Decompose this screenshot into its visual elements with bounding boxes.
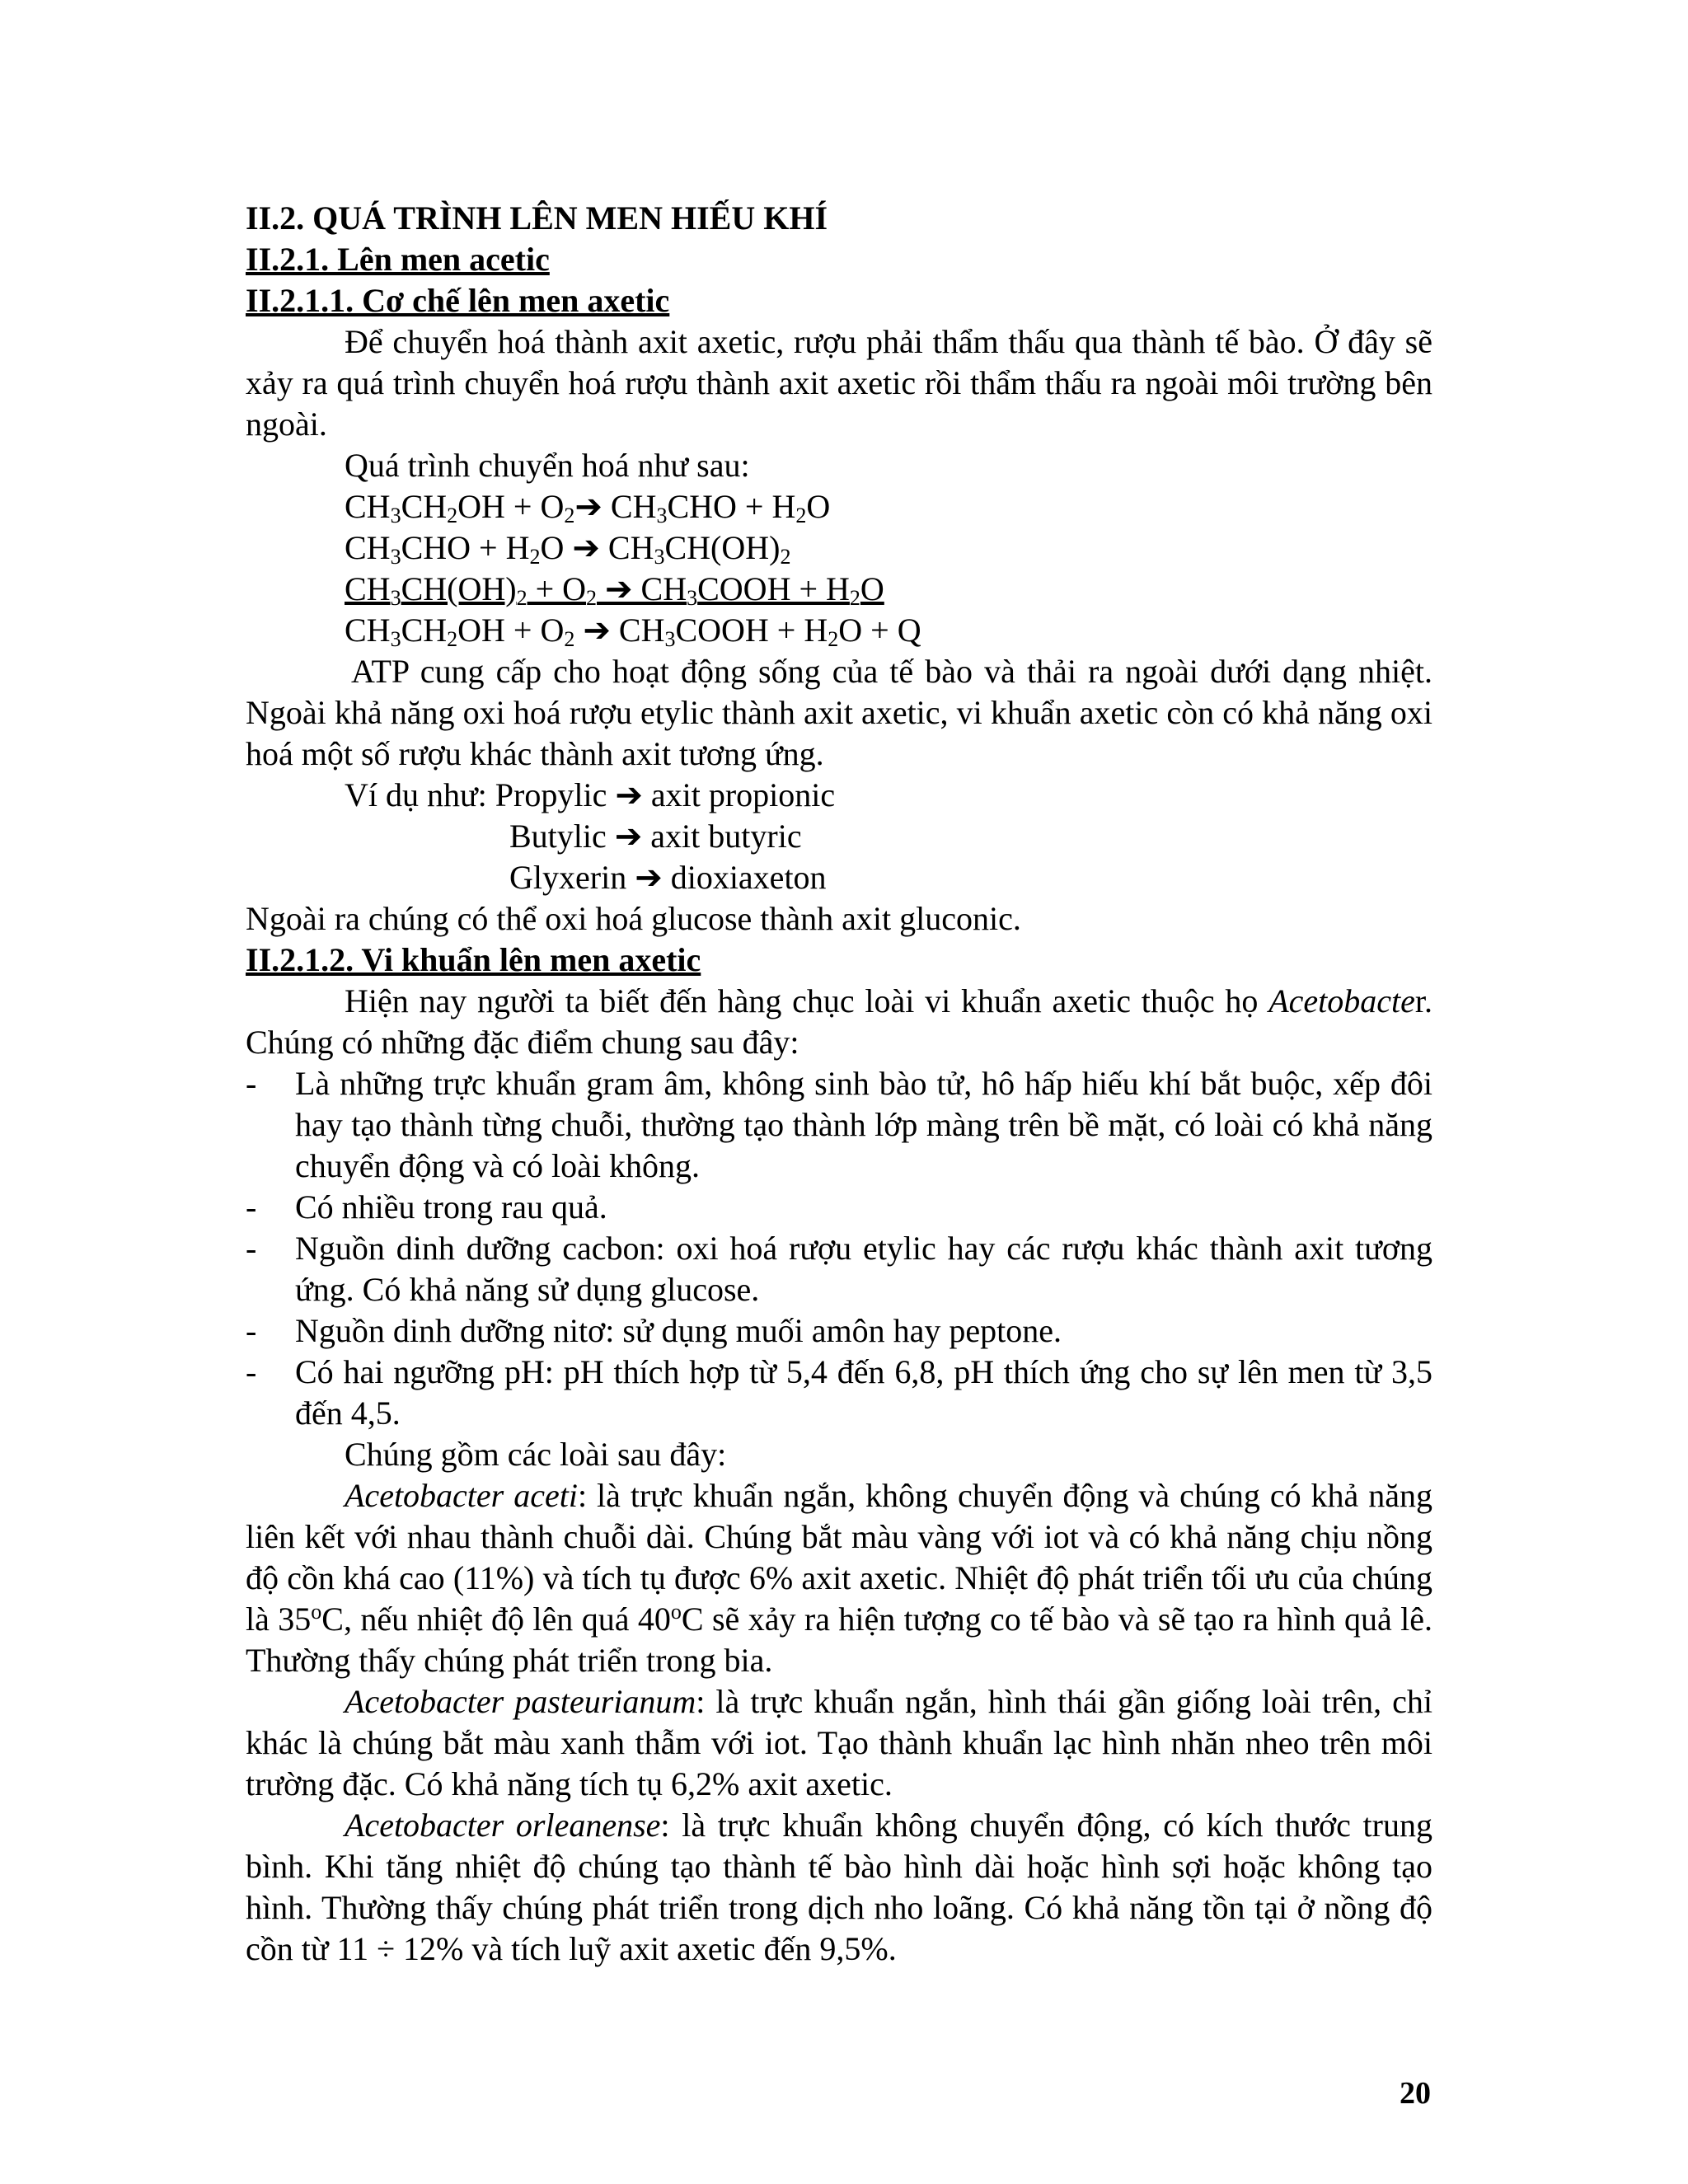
- atp-paragraph: ATP cung cấp cho hoạt động sống của tế bào và thải ra ngoài dưới dạng nhiệt. Ngoài khả năng oxi hoá rượu etylic thành axit axetic, vi khuẩn axetic còn có khả năng oxi hoá một số rượu khác thành axit tương ứng.: [246, 653, 1432, 772]
- equation-3: $CH_3CH(OH)_2 + O_2$ ➔ $CH_3COOH + H_2O$: [345, 570, 884, 610]
- species-name: Acetobacter pasteurianum: [345, 1683, 696, 1720]
- subsection-heading-mechanism: II.2.1.1. Cơ chế lên men axetic: [246, 282, 670, 319]
- bacteria-intro-paragraph: Hiện nay người ta biết đến hàng chục loài vi khuẩn axetic thuộc họ Acetobacter. Chúng có những đặc điểm chung sau đây:: [246, 982, 1432, 1061]
- example-to: axit butyric: [650, 818, 802, 855]
- equation-2: $CH_3CHO + H_2O$ ➔ $CH_3CH(OH)_2$: [345, 529, 791, 569]
- species-aceti-paragraph: Acetobacter aceti: là trực khuẩn ngắn, không chuyển động và chúng có khả năng liên kết với nhau thành chuỗi dài. Chúng bắt màu vàng với iot và có khả năng chịu nồng độ cồn khá cao (11%) và tích tụ được 6% axit axetic. Nhiệt độ phát triển tối ưu của chúng là 35$^o$C, nếu nhiệt độ lên quá 40$^o$C sẽ xảy ra hiện tượng co tế bào và sẽ tạo ra hình quả lê. Thường thấy chúng phát triển trong bia.: [246, 1477, 1432, 1679]
- example-row-2: [246, 816, 1432, 857]
- list-item: - Nguồn dinh dưỡng cacbon: oxi hoá rượu etylic hay các rượu khác thành axit tương ứng. Có khả năng sử dụng glucose.: [246, 1230, 1432, 1308]
- dash-bullet: -: [246, 1188, 257, 1226]
- subsection-heading-bacteria: II.2.1.2. Vi khuẩn lên men axetic: [246, 941, 701, 978]
- species-pasteurianum-paragraph: Acetobacter pasteurianum: là trực khuẩn ngắn, hình thái gần giống loài trên, chỉ khác là chúng bắt màu xanh thẫm với iot. Tạo thành khuẩn lạc hình nhăn nheo trên môi trường đặc. Có khả năng tích tụ 6,2% axit axetic.: [246, 1683, 1432, 1802]
- example-row-1: [246, 775, 1432, 816]
- dash-bullet: -: [246, 1230, 257, 1267]
- page-number: 20: [1400, 2076, 1431, 2111]
- species-label: Chúng gồm các loài sau đây:: [345, 1436, 727, 1473]
- example-to: axit propionic: [650, 776, 836, 813]
- list-item: - Có nhiều trong rau quả.: [246, 1187, 1432, 1228]
- arrow-icon: ➔: [635, 859, 663, 896]
- example-label: Ví dụ như:: [345, 776, 495, 813]
- glucose-paragraph: Ngoài ra chúng có thể oxi hoá glucose thành axit gluconic.: [246, 900, 1021, 937]
- traits-list: [246, 1063, 1432, 1434]
- species-orleanense-paragraph: Acetobacter orleanense: là trực khuẩn không chuyển động, có kích thước trung bình. Khi tăng nhiệt độ chúng tạo thành tế bào hình dài hoặc hình sợi hoặc không tạo hình. Thường thấy chúng phát triển trong dịch nho loãng. Có khả năng tồn tại ở nồng độ cồn từ 11 ÷ 12% và tích luỹ axit axetic đến 9,5%.: [246, 1807, 1432, 1967]
- example-row-3: [246, 857, 1432, 898]
- equation-1: $CH_3CH_2OH$ + $O_2➔$ $CH_3CHO + H_2O$: [345, 488, 831, 527]
- arrow-icon: ➔: [615, 776, 643, 813]
- species-name: Acetobacter aceti: [345, 1477, 578, 1514]
- subsection-heading-acetic: II.2.1. Lên men acetic: [246, 241, 550, 278]
- document-page: [246, 198, 1432, 1970]
- species-name: Acetobacter orleanense: [345, 1807, 661, 1844]
- dash-bullet: -: [246, 1065, 257, 1102]
- arrow-icon: ➔: [614, 818, 643, 855]
- dash-bullet: -: [246, 1353, 257, 1390]
- example-to: dioxiaxeton: [670, 859, 827, 896]
- list-item: - Là những trực khuẩn gram âm, không sinh bào tử, hô hấp hiếu khí bắt buộc, xếp đôi hay tạo thành từng chuỗi, thường tạo thành lớp màng trên bề mặt, có loài có khả năng chuyển động và có loài không.: [246, 1065, 1432, 1184]
- mechanism-intro-paragraph: Để chuyển hoá thành axit axetic, rượu phải thẩm thấu qua thành tế bào. Ở đây sẽ xảy ra quá trình chuyển hoá rượu thành axit axetic rồi thẩm thấu ra ngoài môi trường bên ngoài.: [246, 323, 1432, 443]
- section-title: II.2. QUÁ TRÌNH LÊN MEN HIẾU KHÍ: [246, 199, 828, 237]
- example-from: Propylic: [495, 776, 607, 813]
- equation-overall: $CH_3CH_2OH + O_2$ ➔ $CH_3COOH + H_2O + Q$: [345, 612, 921, 651]
- example-from: Butylic: [509, 818, 615, 855]
- example-from: Glyxerin: [509, 859, 627, 896]
- process-label: Quá trình chuyển hoá như sau:: [345, 447, 750, 484]
- list-item: - Có hai ngưỡng pH: pH thích hợp từ 5,4 đến 6,8, pH thích ứng cho sự lên men từ 3,5 đến 4,5.: [246, 1353, 1432, 1432]
- dash-bullet: -: [246, 1312, 257, 1349]
- genus-name: Acetobacte: [1268, 982, 1415, 1019]
- list-item: - Nguồn dinh dưỡng nitơ: sử dụng muối amôn hay peptone.: [246, 1310, 1432, 1352]
